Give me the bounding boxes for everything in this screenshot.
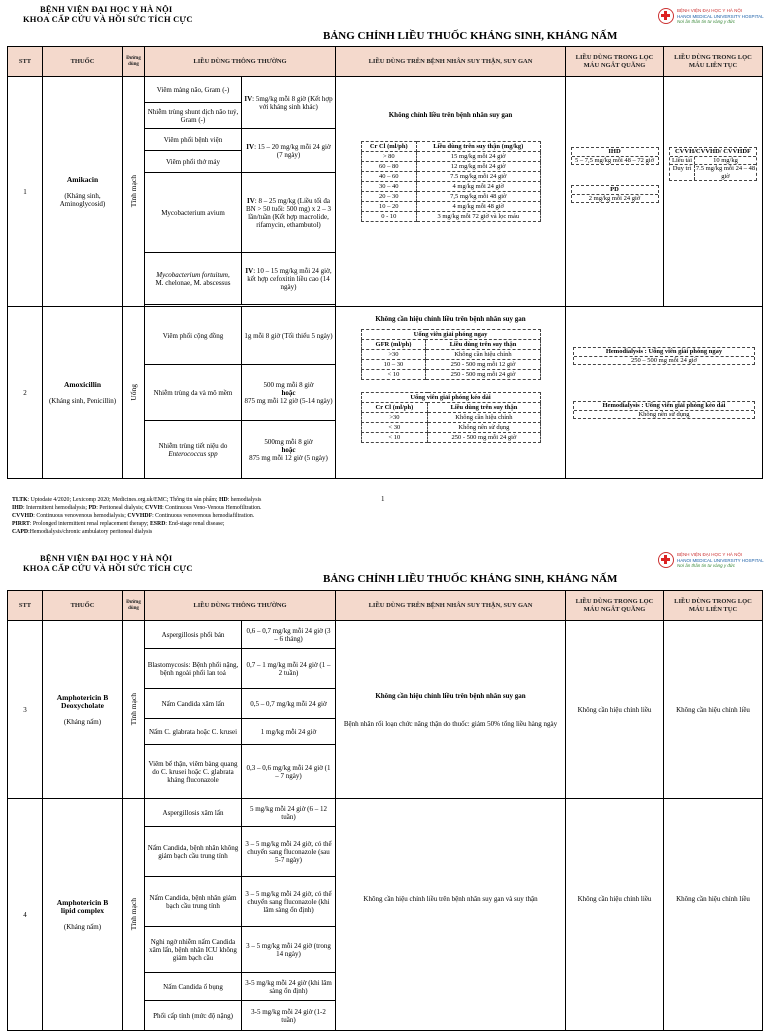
col-continuous-dialysis: LIỀU DÙNG TRONG LỌC MÁU LIÊN TỤC (664, 47, 763, 77)
table-row: < 10 250 - 500 mg mỗi 24 giờ (361, 370, 540, 380)
medical-cross-icon (658, 552, 674, 568)
col-stt: STT (8, 47, 43, 77)
table-row: < 10 250 - 500 mg mỗi 24 giờ (361, 433, 540, 443)
table-header-row (8, 47, 763, 77)
hospital-name: BỆNH VIỆN ĐẠI HỌC Y HÀ NỘI (40, 553, 173, 563)
table-row (8, 77, 763, 103)
logo-text: BỆNH VIỆN ĐẠI HỌC Y HÀ NỘI (677, 8, 743, 13)
renal-dose-table (361, 141, 541, 222)
col-drug: THUỐC (43, 47, 123, 77)
medical-cross-icon (658, 8, 674, 24)
table-row: 30 – 40 4 mg/kg mỗi 24 giờ (361, 182, 540, 192)
drug-cell (43, 77, 123, 307)
page-title: BẢNG CHỈNH LIỀU THUỐC KHÁNG SINH, KHÁNG NẤM (323, 573, 618, 585)
dose-cell: 5 mg/kg mỗi 24 giờ (6 – 12 tuần) (242, 799, 336, 827)
dose-cell: 500 mg mỗi 8 giờ hoặc 875 mg mỗi 12 giờ (5-14 ngày) (242, 365, 336, 421)
route-cell: Tĩnh mạch (123, 621, 145, 799)
renal-cell (336, 77, 566, 307)
ihd-box: IHD 5 – 7,5 mg/kg mỗi 48 – 72 giờ (571, 147, 659, 165)
indication-cell: Viêm bể thận, viêm bàng quang do C. krusei hoặc C. glabrata kháng fluconazole (145, 745, 242, 799)
indication-cell: Nhiễm trùng shunt dịch não tuỷ, Gram (-) (145, 103, 242, 129)
col-route: Đường dùng (123, 47, 145, 77)
dose-cell: 3 – 5 mg/kg mỗi 24 giờ, có thể chuyển sang fluconazole (khi lâm sàng ổn định) (242, 877, 336, 927)
dose-cell: 500mg mỗi 8 giờ hoặc 875 mg mỗi 12 giờ (5 ngày) (242, 421, 336, 479)
table-row: < 30 Không nên sử dụng (361, 423, 540, 433)
ihd-cell (566, 77, 664, 307)
liver-note: Không chỉnh liều trên bệnh nhân suy gan (388, 111, 513, 119)
dose-cell: 1g mỗi 8 giờ (Tối thiểu 5 ngày) (242, 307, 336, 365)
dose-cell: 3 – 5 mg/kg mỗi 24 giờ, có thể chuyển sang fluconazole (sau 5-7 ngày) (242, 827, 336, 877)
table-row (8, 799, 763, 827)
renal-header: Liều dùng trên suy thận (mg/kg) (417, 142, 540, 152)
hd-ir-box: Hemodialysis : Uống viên giải phóng ngay 250 – 500 mg mỗi 24 giờ (573, 347, 755, 365)
page-title: BẢNG CHỈNH LIỀU THUỐC KHÁNG SINH, KHÁNG NẤM (323, 30, 618, 42)
dose-cell: 3-5 mg/kg mỗi 24 giờ (1-2 tuần) (242, 1001, 336, 1031)
crrt-cell (664, 77, 763, 307)
dose-cell: 3-5 mg/kg mỗi 24 giờ (khi lâm sàng ổn định) (242, 973, 336, 1001)
hospital-logo (658, 8, 764, 25)
indication-cell: Phổi cấp tính (mức độ nặng) (145, 1001, 242, 1031)
dose-cell: 0,6 – 0,7 mg/kg mỗi 24 giờ (3 – 6 tháng) (242, 621, 336, 649)
hd-er-box: Hemodialysis : Uống viên giải phóng kéo dài Không nên sử dụng (573, 401, 755, 419)
indication-cell: Nấm Candida, bệnh nhân không giảm bạch cầu trung tính (145, 827, 242, 877)
renal-header: Cr Cl (ml/ph) (361, 142, 417, 152)
drug-cell: Amoxicillin (Kháng sinh, Penicillin) (43, 307, 123, 479)
indication-cell: Nghi ngờ nhiễm nấm Candida xâm lấn, bệnh nhân ICU không giảm bạch cầu (145, 927, 242, 973)
col-usual-dose: LIỀU DÙNG THÔNG THƯỜNG (145, 47, 336, 77)
route-cell (123, 77, 145, 307)
table-row: 40 – 60 7.5 mg/kg mỗi 24 giờ (361, 172, 540, 182)
indication-cell: Mycobacterium fortuitum, M. chelonae, M. abscessus (145, 253, 242, 305)
stt-cell: 3 (8, 621, 43, 799)
crrt-cell: Không cần hiệu chỉnh liều (664, 799, 763, 1031)
table-row: > 80 15 mg/kg mỗi 24 giờ (361, 152, 540, 162)
hospital-logo: BỆNH VIỆN ĐẠI HỌC Y HÀ NỘI HANOI MEDICAL UNIVERSITY HOSPITAL Nơi ân thân tin tư vàng y đức (658, 552, 764, 569)
renal-er-table: Uống viên giải phóng kéo dài Cr Cl (ml/ph) Liều dùng trên suy thận >30 Không cần hiệu chỉnh < 30 Không nên sử dụng < 10 250 - 500 mg mỗi 24 giờ (361, 392, 541, 443)
indication-cell: Blastomycosis: Bệnh phổi nặng, bệnh ngoài phổi lan toả (145, 649, 242, 689)
pd-box: PD 2 mg/kg mỗi 24 giờ (571, 185, 659, 203)
dose-cell: 0,3 – 0,6 mg/kg mỗi 24 giờ (1 – 7 ngày) (242, 745, 336, 799)
stt-cell: 4 (8, 799, 43, 1031)
renal-cell: Không cần hiệu chỉnh liều trên bệnh nhân suy gan Bệnh nhân rối loạn chức năng thận do thuốc: giảm 50% tổng liều hàng ngày (336, 621, 566, 799)
dose-cell: 0,7 – 1 mg/kg mỗi 24 giờ (1 – 2 tuần) (242, 649, 336, 689)
indication-cell: Nhiễm trùng tiết niệu do Enterococcus spp (145, 421, 242, 479)
ihd-cell: Không cần hiệu chỉnh liều (566, 621, 664, 799)
indication-cell: Nhiễm trùng da và mô mềm (145, 365, 242, 421)
indication-cell: Nấm Candida xâm lấn (145, 689, 242, 719)
page-number: 1 (381, 495, 385, 503)
drug-class: (Kháng sinh, Aminoglycosid) (59, 191, 106, 208)
dose-cell: IV: 10 – 15 mg/kg mỗi 24 giờ, kết hợp cefoxitin liều cao (14 ngày) (242, 253, 336, 305)
table-row: >30 Không cần hiệu chỉnh (361, 350, 540, 360)
logo-slogan: Nơi ân thân tin tư vàng y đức (677, 19, 735, 24)
indication-cell: Nấm C. glabrata hoặc C. krusei (145, 719, 242, 745)
indication-cell: Viêm màng não, Gram (-) (145, 77, 242, 103)
crrt-box: CVVH/CVVHD/ CVVHDF Liều tải 10 mg/kg Duy trì 7.5 mg/kg mỗi 24 – 48 giờ (669, 147, 757, 181)
table-row: 60 – 80 12 mg/kg mỗi 24 giờ (361, 162, 540, 172)
logo-subtext: HANOI MEDICAL UNIVERSITY HOSPITAL (677, 13, 764, 19)
ihd-cell: Không cần hiệu chỉnh liều (566, 799, 664, 1031)
department-name: KHOA CẤP CỨU VÀ HỒI SỨC TÍCH CỰC (23, 563, 193, 573)
renal-ir-table: Uống viên giải phóng ngay GFR (ml/ph) Liều dùng trên suy thận >30 Không cần hiệu chỉnh 10 – 30 250 - 500 mg mỗi 12 giờ < 10 250 - 500 mg mỗi 24 giờ (361, 329, 541, 380)
crrt-cell: Không cần hiệu chỉnh liều (664, 621, 763, 799)
hospital-name: BỆNH VIỆN ĐẠI HỌC Y HÀ NỘI (40, 4, 173, 14)
dose-cell: IV: 8 – 25 mg/kg (Liều tối đa BN > 50 tuổi: 500 mg) x 2 – 3 lần/tuần (Kết hợp macrolide, rifamycin, ethambutol) (242, 173, 336, 253)
indication-cell: Aspergillosis xâm lấn (145, 799, 242, 827)
table-row: 0 - 10 3 mg/kg mỗi 72 giờ và lọc máu (361, 212, 540, 222)
indication-cell: Nấm Candida, bệnh nhân giảm bạch cầu trung tính (145, 877, 242, 927)
stt-cell: 1 (8, 77, 43, 307)
indication-cell: Mycobacterium avium (145, 173, 242, 253)
dosage-table-page2 (7, 590, 763, 1031)
route-cell: Uống (123, 307, 145, 479)
table-row (8, 307, 763, 365)
route-cell: Tĩnh mạch (123, 799, 145, 1031)
department-name: KHOA CẤP CỨU VÀ HỒI SỨC TÍCH CỰC (23, 14, 193, 24)
indication-cell: Viêm phổi cộng đồng (145, 307, 242, 365)
dose-cell: IV: 15 – 20 mg/kg mỗi 24 giờ (7 ngày) (242, 129, 336, 173)
route-text: Tĩnh mạch (128, 175, 138, 208)
drug-cell: Amphotericin B lipid complex (Kháng nấm) (43, 799, 123, 1031)
dose-cell: 0,5 – 0,7 mg/kg mỗi 24 giờ (242, 689, 336, 719)
col-renal-dose: LIỀU DÙNG TRÊN BỆNH NHÂN SUY THẬN, SUY GAN (336, 47, 566, 77)
table-header-row: STT THUỐC Đường dùng LIỀU DÙNG THÔNG THƯỜNG LIỀU DÙNG TRÊN BỆNH NHÂN SUY THẬN, SUY GAN LIỀU DÙNG TRONG LỌC MÁU NGẮT QUÃNG LIỀU DÙNG TRONG LỌC MÁU LIÊN TỤC (8, 591, 763, 621)
indication-cell: Viêm phổi bệnh viện (145, 129, 242, 151)
col-intermittent-dialysis: LIỀU DÙNG TRONG LỌC MÁU NGẮT QUÃNG (566, 47, 664, 77)
dose-cell: IV: 5mg/kg mỗi 8 giờ (Kết hợp với kháng sinh khác) (242, 77, 336, 129)
indication-cell: Aspergillosis phổi bán (145, 621, 242, 649)
dialysis-cell (566, 307, 763, 479)
table-row: >30 Không cần hiệu chỉnh (361, 413, 540, 423)
indication-cell: Viêm phổi thở máy (145, 151, 242, 173)
indication-cell: Nấm Candida ổ bụng (145, 973, 242, 1001)
table-row (8, 621, 763, 649)
table-row: 10 – 20 4 mg/kg mỗi 48 giờ (361, 202, 540, 212)
dose-cell: 3 – 5 mg/kg mỗi 24 giờ (trong 14 ngày) (242, 927, 336, 973)
table-row: 10 – 30 250 - 500 mg mỗi 12 giờ (361, 360, 540, 370)
dose-cell: 1 mg/kg mỗi 24 giờ (242, 719, 336, 745)
renal-cell: Không cần hiệu chỉnh liều trên bệnh nhân suy gan và suy thận (336, 799, 566, 1031)
drug-cell: Amphotericin B Deoxycholate (Kháng nấm) (43, 621, 123, 799)
renal-cell: Không cần hiệu chỉnh liều trên bệnh nhân suy gan Uống viên giải phóng ngay GFR (ml/ph) Liều dùng trên suy thận >30 Không cần hiệu chỉnh 10 – 30 250 - 500 mg mỗi 12 giờ < 10 250 - 500 mg mỗi 24 giờ Uống viên giải phóng kéo dài Cr Cl (ml/ph) Liều dùng trên suy thận >30 Không cần hiệu chỉnh < 30 Không nên sử dụng < 10 250 - 500 mg mỗi 24 giờ (336, 307, 566, 479)
drug-name: Amikacin (66, 174, 99, 184)
stt-cell: 2 (8, 307, 43, 479)
footer-notes: TLTK: Uptodate 4/2020; Lexicomp 2020; Medicines.org.uk/EMC; Thông tin sản phẩm; HD: hemodialysis IHD: Intermittent hemodialysis; PD: Peritoneal dialysis; CVVH: Continuous Veno-Venous Hemofiltration. CVVHD: Continuous venovenous hemodialysis; CVVHDF: Continuous venovenous hemodiafiltration. PIRRT: Prolonged intermittent renal replacement therapy; ESRD: End-stage renal disease; CAPD:Hemodialysis/chronic ambulatory peritoneal dialysis (12, 497, 262, 535)
table-row: 20 – 30 7,5 mg/kg mỗi 48 giờ (361, 192, 540, 202)
dosage-table-page1 (7, 46, 763, 479)
